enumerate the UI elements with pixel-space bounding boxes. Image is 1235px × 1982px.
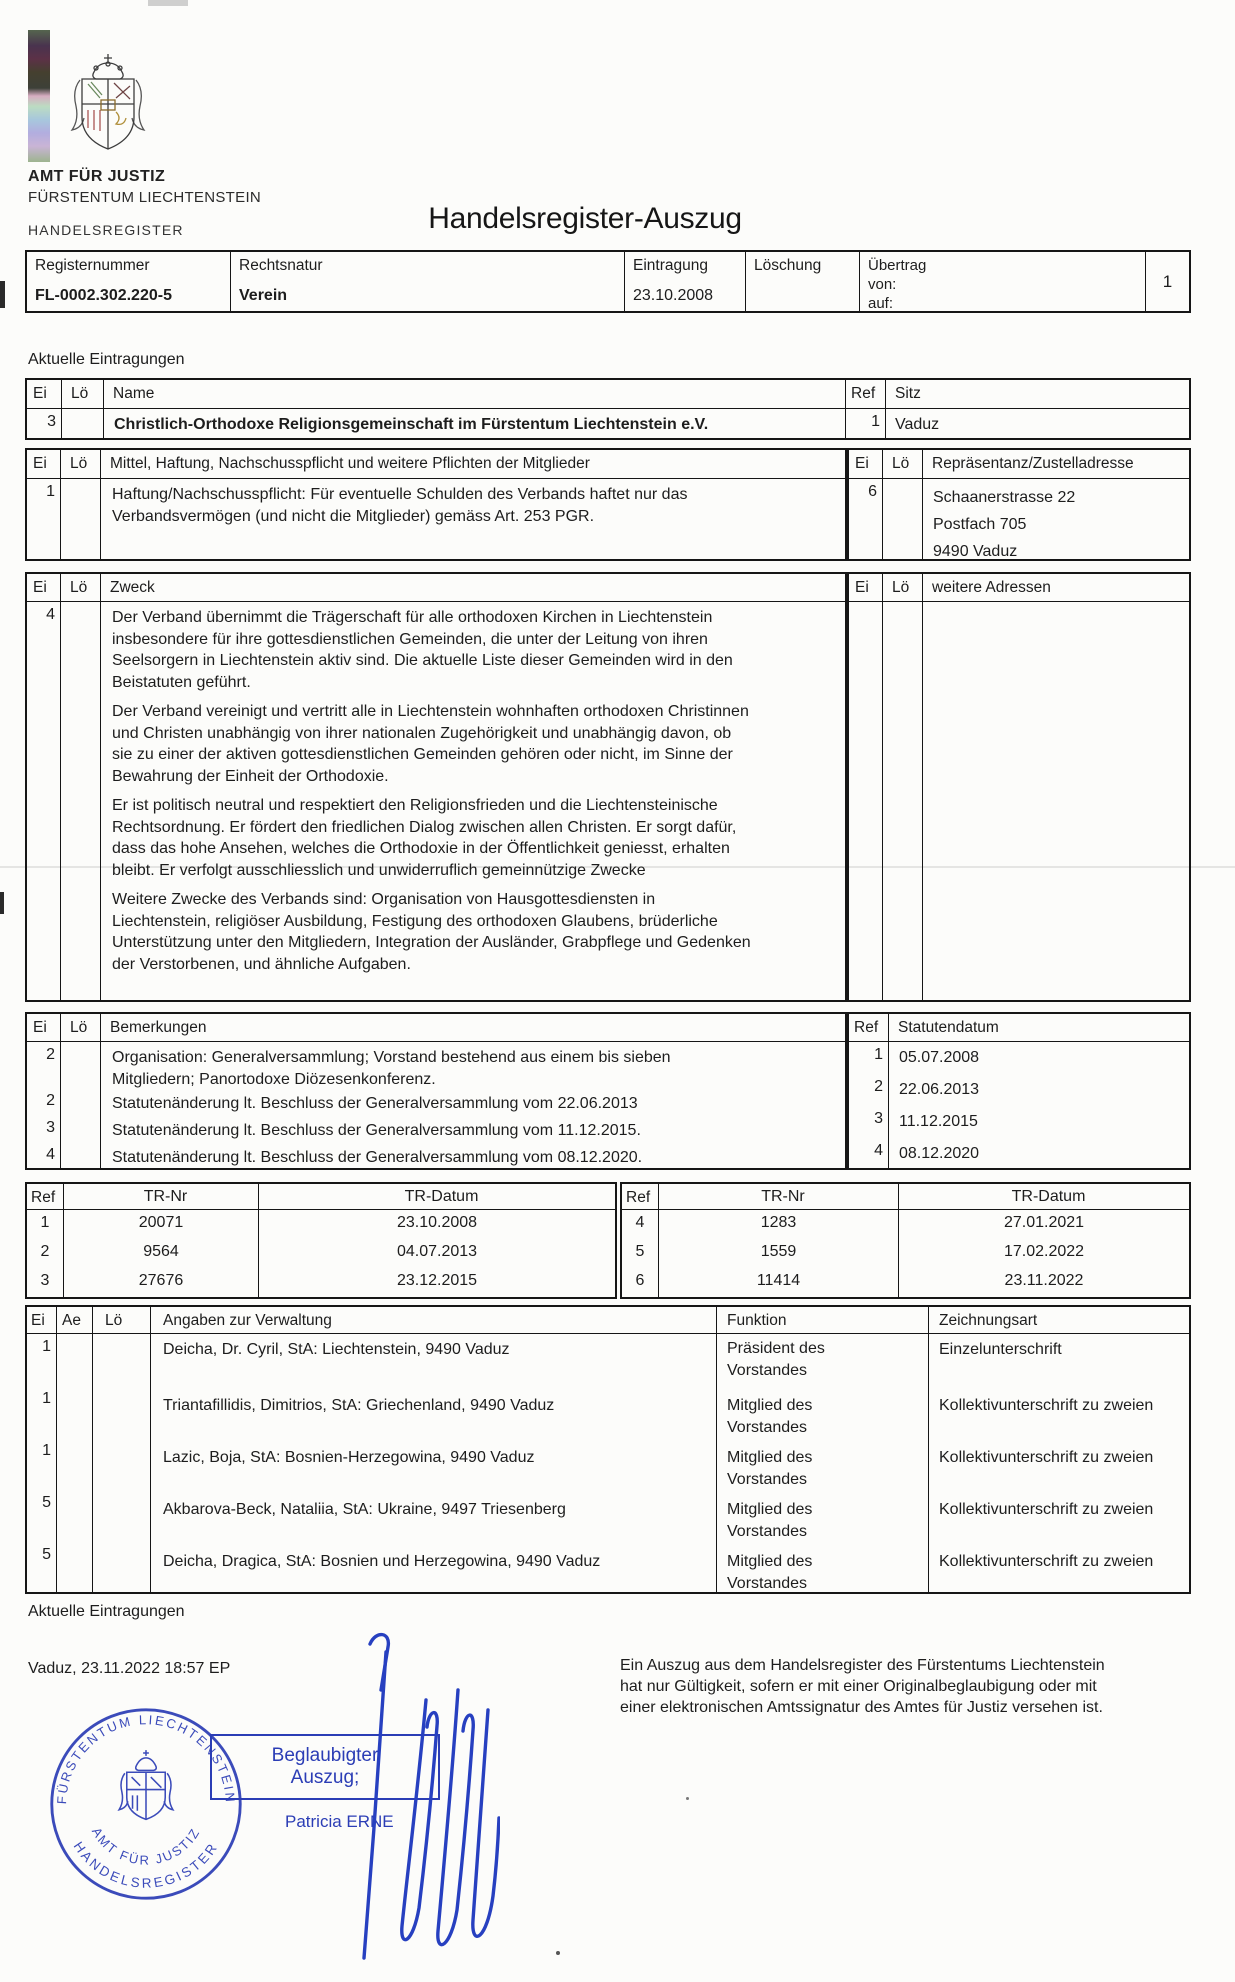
document-title: Handelsregister-Auszug <box>428 202 742 235</box>
uebertrag-auf: auf: <box>868 295 894 312</box>
verwaltung-row <box>27 1386 1189 1438</box>
row-text: Organisation: Generalversammlung; Vorstand bestehend aus einem bis sieben Mitgliedern; Panortodoxe Diözesenkonferenz. <box>112 1049 671 1088</box>
weitere-adressen-title: weitere Adressen <box>932 579 1051 596</box>
row-ref: 2 <box>849 1074 889 1106</box>
verwaltung-row <box>27 1542 1189 1594</box>
register-info-table <box>25 250 1191 313</box>
row-nr: 9564 <box>64 1239 259 1268</box>
mittel-row-text: Haftung/Nachschusspflicht: Für eventuelle Schulden des Verbands haftet nur das Verbandsvermögen (und nicht die Mitglieder) gemäss Art. 253 PGR. <box>112 486 688 525</box>
row-datum: 22.06.2013 <box>899 1081 980 1098</box>
row-ref: 5 <box>622 1239 659 1268</box>
mittel-title: Mittel, Haftung, Nachschusspflicht und weitere Pflichten der Mitglieder <box>110 455 590 472</box>
row-nr: 27676 <box>64 1268 259 1297</box>
row-ei: 3 <box>27 1117 61 1144</box>
eintragung-cell <box>625 252 746 311</box>
col-loe: Lö <box>883 450 923 478</box>
col-sitz: Sitz <box>895 385 921 402</box>
row-datum: 08.12.2020 <box>899 1145 980 1162</box>
col-zeichnungsart: Zeichnungsart <box>939 1312 1038 1329</box>
statutendatum-table <box>847 1012 1191 1170</box>
page-number: 1 <box>1162 271 1173 291</box>
zweck-paragraph: Der Verband vereinigt und vertritt alle in Liechtenstein wohnhaften orthodoxen Christinnen und Christen unabhängig von ihrer nationalen Zugehörigkeit und unabhängig davon, ob sie zu einer der aktiven gottesdienstlichen Gemeinden gehören oder nicht, im Sinne der Bewahrung der Einheit der Orthodoxie. <box>112 703 749 785</box>
statuten-row <box>849 1042 1189 1074</box>
verwaltung-row <box>27 1438 1189 1490</box>
row-zeichnungsart: Kollektivunterschrift zu zweien <box>939 1397 1154 1414</box>
col-tr-nr: TR-Nr <box>64 1184 259 1209</box>
row-datum: 27.01.2021 <box>1003 1214 1085 1231</box>
registernummer-value: FL-0002.302.220-5 <box>35 287 172 304</box>
row-nr: 20071 <box>64 1210 259 1239</box>
row-nr: 1283 <box>659 1210 899 1239</box>
svg-text:AMT FÜR JUSTIZ <box>89 1825 203 1868</box>
row-text: Statutenänderung lt. Beschluss der Generalversammlung vom 22.06.2013 <box>112 1095 638 1112</box>
bemerkungen-row <box>27 1090 845 1117</box>
row-funktion: Mitglied des Vorstandes <box>727 1553 813 1592</box>
col-funktion: Funktion <box>717 1307 929 1333</box>
coat-of-arms <box>58 52 158 164</box>
tr-table-right <box>620 1182 1191 1299</box>
zweck-title: Zweck <box>110 579 155 596</box>
row-funktion: Mitglied des Vorstandes <box>727 1397 813 1436</box>
col-name: Name <box>104 380 846 408</box>
tr-row <box>622 1239 1189 1268</box>
col-ref: Ref <box>27 1184 64 1209</box>
col-ei: Ei <box>27 380 62 408</box>
row-ei: 2 <box>27 1042 61 1090</box>
row-nr: 1559 <box>659 1239 899 1268</box>
row-funktion: Präsident des Vorstandes <box>727 1340 825 1379</box>
scan-artifact <box>0 892 4 914</box>
verwaltung-row <box>27 1490 1189 1542</box>
repraesentanz-row-ei: 6 <box>849 479 883 559</box>
rechtsnatur-value: Verein <box>239 287 288 304</box>
uebertrag-label: Übertrag <box>868 257 927 274</box>
stamp-crest <box>119 1750 173 1819</box>
row-zeichnungsart: Kollektivunterschrift zu zweien <box>939 1449 1154 1466</box>
section-heading-aktuelle-eintragungen-bottom: Aktuelle Eintragungen <box>28 1603 185 1620</box>
col-ref: Ref <box>849 1014 889 1041</box>
signature <box>330 1628 500 1963</box>
scan-artifact <box>686 1797 689 1800</box>
row-zeichnungsart: Kollektivunterschrift zu zweien <box>939 1501 1154 1518</box>
tr-row <box>27 1210 615 1239</box>
row-ei: 1 <box>27 1386 57 1438</box>
row-person: Deicha, Dragica, StA: Bosnien und Herzegowina, 9490 Vaduz <box>151 1542 717 1594</box>
row-person: Lazic, Boja, StA: Bosnien-Herzegowina, 9490 Vaduz <box>151 1438 717 1490</box>
row-ref: 1 <box>27 1210 64 1239</box>
col-ei: Ei <box>27 450 61 478</box>
tr-row <box>622 1268 1189 1297</box>
eintragung-value: 23.10.2008 <box>633 287 714 304</box>
row-zeichnungsart: Kollektivunterschrift zu zweien <box>939 1553 1154 1570</box>
repraesentanz-table <box>847 448 1191 561</box>
row-ref: 6 <box>622 1268 659 1297</box>
row-ref: 2 <box>27 1239 64 1268</box>
section-heading-aktuelle-eintragungen: Aktuelle Eintragungen <box>28 351 185 368</box>
state-name: FÜRSTENTUM LIECHTENSTEIN <box>28 189 262 206</box>
rechtsnatur-label: Rechtsnatur <box>239 257 323 274</box>
scanner-color-strip <box>28 30 50 162</box>
row-datum: 23.11.2022 <box>1004 1272 1084 1289</box>
col-ei: Ei <box>27 574 61 601</box>
col-ae: Ae <box>57 1307 93 1333</box>
bemerkungen-row <box>27 1117 845 1144</box>
validity-note: Ein Auszug aus dem Handelsregister des Fürstentums Liechtenstein hat nur Gültigkeit, sofern er mit einer Originalbeglaubigung oder mit einer elektronischen Amtssignatur des Amtes für Justiz versehen ist. <box>620 1657 1105 1716</box>
col-ei: Ei <box>849 450 883 478</box>
scan-artifact <box>556 1951 560 1955</box>
tr-row <box>27 1268 615 1297</box>
col-loe: Lö <box>61 450 101 478</box>
address-line: Schaanerstrasse 22 <box>933 489 1076 506</box>
bemerkungen-row <box>27 1144 845 1170</box>
row-ref: 3 <box>849 1106 889 1138</box>
address-line: 9490 Vaduz <box>933 543 1018 560</box>
weitere-adressen-table <box>847 572 1191 1002</box>
row-funktion: Mitglied des Vorstandes <box>727 1501 813 1540</box>
row-datum: 11.12.2015 <box>899 1113 978 1130</box>
row-ei: 2 <box>27 1090 61 1117</box>
statutendatum-title: Statutendatum <box>898 1019 999 1036</box>
row-person: Triantafillidis, Dimitrios, StA: Griechenland, 9490 Vaduz <box>151 1386 717 1438</box>
zweck-paragraph: Weitere Zwecke des Verbands sind: Organisation von Hausgottesdiensten in Liechtenstein, religiöser Ausbildung, Festigung des orthodoxen Glaubens, brüderliche Unterstützung unter den Mitgliedern, Integration der Ausländer, Grabpflege und Gedenken der Verstorbenen, und ähnliche Aufgaben. <box>112 891 751 973</box>
bemerkungen-title: Bemerkungen <box>110 1019 207 1036</box>
col-tr-datum: TR-Datum <box>404 1188 479 1205</box>
col-tr-datum: TR-Datum <box>1011 1188 1086 1205</box>
row-person: Akbarova-Beck, Nataliia, StA: Ukraine, 9497 Triesenberg <box>151 1490 717 1542</box>
stamp-ring-bottom-inner: AMT FÜR JUSTIZ <box>88 1824 204 1868</box>
rechtsnatur-cell <box>231 252 625 311</box>
row-datum: 04.07.2013 <box>396 1243 478 1260</box>
registernummer-cell <box>27 252 231 311</box>
statuten-row <box>849 1138 1189 1170</box>
row-zeichnungsart: Einzelunterschrift <box>939 1341 1062 1358</box>
scan-artifact <box>148 0 188 6</box>
place-date: Vaduz, 23.11.2022 18:57 EP <box>28 1660 231 1677</box>
row-ei: 5 <box>27 1542 57 1594</box>
uebertrag-cell <box>860 252 1146 311</box>
name-row-sitz: Vaduz <box>895 416 940 433</box>
certification-line1: Beglaubigter <box>271 1745 379 1766</box>
bemerkungen-table <box>25 1012 847 1170</box>
registernummer-label: Registernummer <box>35 257 150 274</box>
name-row-name: Christlich-Orthodoxe Religionsgemeinschaft im Fürstentum Liechtenstein e.V. <box>104 409 846 439</box>
col-loe: Lö <box>61 574 101 601</box>
name-table <box>25 378 1191 440</box>
zweck-paragraph: Der Verband übernimmt die Trägerschaft für alle orthodoxen Kirchen in Liechtenstein insbesondere für ihre gottesdienstlichen Gemeinden, die unter der Leitung von ihren Seelsorgern in Liechtenstein aktiv sind. Die aktuelle Liste dieser Gemeinden wird in den Beistatuten geführt. <box>112 609 733 691</box>
col-loe: Lö <box>93 1307 151 1333</box>
row-datum: 23.10.2008 <box>396 1214 478 1231</box>
col-ref: Ref <box>846 380 886 408</box>
col-ei: Ei <box>27 1307 57 1333</box>
tr-row <box>27 1239 615 1268</box>
row-datum: 23.12.2015 <box>396 1272 478 1289</box>
row-text: Statutenänderung lt. Beschluss der Generalversammlung vom 11.12.2015. <box>112 1122 641 1139</box>
office-name: AMT FÜR JUSTIZ <box>28 168 166 185</box>
tr-table-left <box>25 1182 617 1299</box>
zweck-row-ei: 4 <box>27 602 61 1000</box>
row-ref: 3 <box>27 1268 64 1297</box>
row-ei: 1 <box>27 1334 57 1386</box>
eintragung-label: Eintragung <box>633 257 708 274</box>
name-row-ref: 1 <box>846 409 886 439</box>
zweck-table <box>25 572 847 1002</box>
verwaltung-table <box>25 1305 1191 1594</box>
col-loe: Lö <box>62 380 104 408</box>
stamp-ring-bottom-outer: HANDELSREGISTER <box>70 1838 222 1891</box>
row-datum: 17.02.2022 <box>1003 1243 1085 1260</box>
bemerkungen-row <box>27 1042 845 1090</box>
row-person: Deicha, Dr. Cyril, StA: Liechtenstein, 9490 Vaduz <box>151 1334 717 1386</box>
col-angaben: Angaben zur Verwaltung <box>151 1307 717 1333</box>
row-text: Statutenänderung lt. Beschluss der Generalversammlung vom 08.12.2020. <box>112 1149 643 1166</box>
zweck-paragraph: Er ist politisch neutral und respektiert den Religionsfrieden und die Liechtensteinische Rechtsordnung. Er fördert den friedlichen Dialog zwischen allen Christen. Er sorgt dafür, dass das hohe Ansehen, welches die Orthodoxie in der Öffentlichkeit geniesst, erhalten bleibt. Er verfolgt ausschliesslich und unwiderruflich gemeinnützige Zwecke <box>112 797 737 879</box>
row-ei: 1 <box>27 1438 57 1490</box>
col-loe: Lö <box>61 1014 101 1041</box>
uebertrag-von: von: <box>868 276 897 293</box>
row-datum: 05.07.2008 <box>899 1049 980 1066</box>
certification-line2: Auszug; <box>290 1767 360 1788</box>
register-label: HANDELSREGISTER <box>28 222 184 238</box>
row-ref: 4 <box>849 1138 889 1170</box>
col-ei: Ei <box>27 1014 61 1041</box>
col-ei: Ei <box>849 574 883 601</box>
row-ei: 5 <box>27 1490 57 1542</box>
mittel-table <box>25 448 847 561</box>
statuten-row <box>849 1074 1189 1106</box>
verwaltung-row <box>27 1334 1189 1386</box>
row-funktion: Mitglied des Vorstandes <box>727 1449 813 1488</box>
mittel-row-ei: 1 <box>27 479 61 559</box>
col-ref: Ref <box>622 1184 659 1209</box>
address-line: Postfach 705 <box>933 516 1027 533</box>
signer-name: Patricia ERNE <box>285 1812 394 1831</box>
statuten-row <box>849 1106 1189 1138</box>
stamp-ring-top: FÜRSTENTUM LIECHTENSTEIN <box>54 1712 238 1805</box>
repraesentanz-title: Repräsentanz/Zustelladresse <box>932 455 1134 472</box>
col-loe: Lö <box>883 574 923 601</box>
loeschung-cell <box>746 252 860 311</box>
row-nr: 11414 <box>659 1268 899 1297</box>
loeschung-label: Löschung <box>754 257 822 274</box>
row-ref: 1 <box>849 1042 889 1074</box>
row-ei: 4 <box>27 1144 61 1170</box>
row-ref: 4 <box>622 1210 659 1239</box>
tr-row <box>622 1210 1189 1239</box>
scan-artifact <box>0 281 5 308</box>
col-tr-nr: TR-Nr <box>659 1184 899 1209</box>
name-row-ei: 3 <box>27 409 62 439</box>
